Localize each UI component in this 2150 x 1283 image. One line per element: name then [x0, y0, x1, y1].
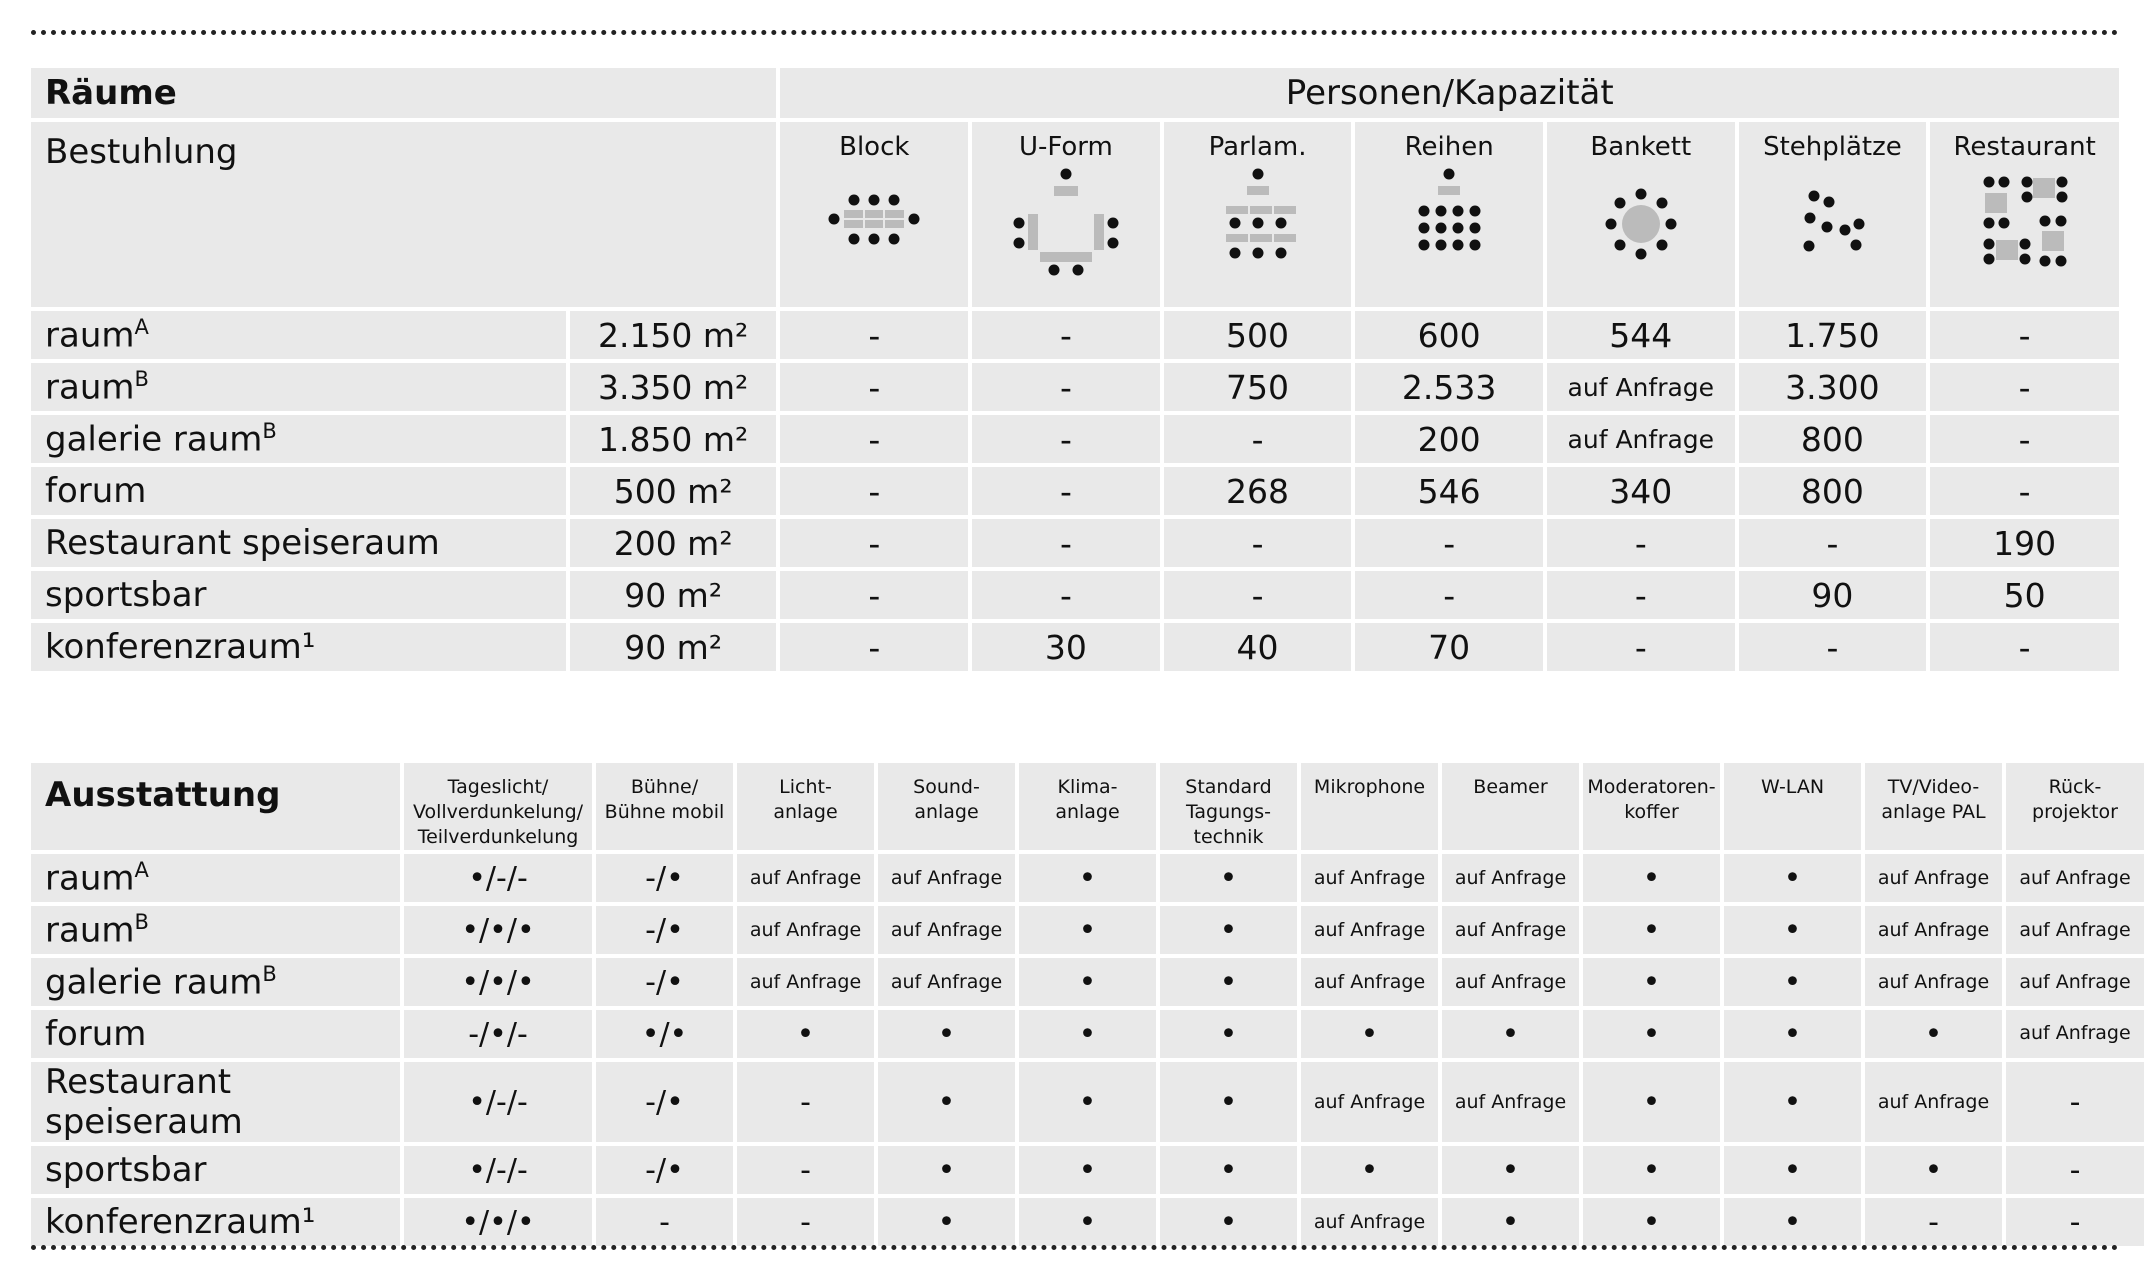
capacity-row	[31, 415, 2119, 463]
style-banquet	[1547, 122, 1735, 307]
equipment-value: auf Anfrage	[2006, 906, 2144, 954]
equipment-value: -	[2006, 1062, 2144, 1142]
equipment-value: •	[1019, 1146, 1156, 1194]
capacity-value: -	[1739, 519, 1927, 567]
equipment-value: •/-/-	[404, 1146, 592, 1194]
equipment-value: •	[1583, 1146, 1720, 1194]
room-name: sportsbar	[45, 575, 207, 615]
capacity-value: 546	[1355, 467, 1543, 515]
equipment-value: auf Anfrage	[878, 906, 1015, 954]
equipment-value: auf Anfrage	[1301, 906, 1438, 954]
equipment-header-line: Moderatoren-	[1587, 776, 1716, 798]
equipment-header-line: anlage	[914, 801, 979, 823]
equipment-value: •	[1724, 1062, 1861, 1142]
equipment-value: •	[1442, 1198, 1579, 1246]
capacity-header: Personen/Kapazität	[780, 68, 2119, 118]
u-form-seating-icon	[1006, 166, 1126, 276]
capacity-value: -	[972, 467, 1160, 515]
equipment-value: auf Anfrage	[878, 958, 1015, 1006]
room-name-cell	[31, 467, 566, 515]
equipment-value: •	[1160, 1010, 1297, 1058]
equipment-value: auf Anfrage	[1301, 1062, 1438, 1142]
capacity-value: -	[1547, 571, 1735, 619]
room-name: galerie raum	[45, 962, 263, 1003]
equipment-value: -/•	[596, 1146, 733, 1194]
room-name: konferenzraum¹	[45, 1202, 316, 1242]
room-name-cell	[31, 1062, 400, 1142]
capacity-value: -	[972, 519, 1160, 567]
capacity-value: -	[972, 363, 1160, 411]
equipment-value: -/•/-	[404, 1010, 592, 1058]
equipment-value: auf Anfrage	[737, 958, 874, 1006]
room-area: 500 m²	[570, 467, 777, 515]
equipment-header-line: Tagungs-	[1185, 801, 1272, 823]
equipment-value: •	[1442, 1146, 1579, 1194]
equipment-value: •	[1019, 854, 1156, 902]
capacity-table	[27, 64, 2123, 675]
equipment-value: •	[1583, 1062, 1720, 1142]
equipment-value: auf Anfrage	[1865, 854, 2002, 902]
style-label: U-Form	[1018, 132, 1113, 162]
equipment-value: •/-/-	[404, 854, 592, 902]
room-name: raum	[45, 315, 135, 356]
room-name-cell	[31, 311, 566, 359]
room-name-cell	[31, 854, 400, 902]
equipment-value: auf Anfrage	[1301, 958, 1438, 1006]
equipment-header-line: TV/Video-	[1887, 776, 1980, 798]
equipment-header-line: Rück-	[2048, 776, 2102, 798]
capacity-value: 800	[1739, 467, 1927, 515]
equipment-value: •	[1865, 1010, 2002, 1058]
equipment-header-line: projektor	[2032, 801, 2118, 823]
capacity-value: 30	[972, 623, 1160, 671]
equipment-value: •	[1301, 1146, 1438, 1194]
equipment-value: auf Anfrage	[1442, 854, 1579, 902]
equipment-value: •/-/-	[404, 1062, 592, 1142]
equipment-header	[737, 763, 874, 850]
equipment-value: -/•	[596, 854, 733, 902]
equipment-value: •	[878, 1010, 1015, 1058]
room-name-cell	[31, 958, 400, 1006]
style-standing	[1739, 122, 1927, 307]
capacity-value: 544	[1547, 311, 1735, 359]
capacity-value: -	[780, 519, 968, 567]
equipment-header	[596, 763, 733, 850]
equipment-value: •	[1724, 1146, 1861, 1194]
equipment-value: •	[1583, 958, 1720, 1006]
equipment-value: auf Anfrage	[1865, 958, 2002, 1006]
equipment-value: •	[1724, 906, 1861, 954]
equipment-header	[404, 763, 592, 850]
capacity-value: -	[1355, 519, 1543, 567]
capacity-value: 40	[1164, 623, 1352, 671]
equipment-value: •	[1724, 854, 1861, 902]
equipment-value: auf Anfrage	[1865, 1062, 2002, 1142]
style-parliament	[1164, 122, 1352, 307]
capacity-value: -	[1547, 519, 1735, 567]
capacity-row	[31, 519, 2119, 567]
capacity-value: -	[1930, 415, 2119, 463]
equipment-header-line: Mikrophone	[1313, 776, 1426, 798]
equipment-value: auf Anfrage	[2006, 958, 2144, 1006]
style-u-form	[972, 122, 1160, 307]
room-name: sportsbar	[45, 1150, 207, 1190]
room-area: 2.150 m²	[570, 311, 777, 359]
room-area: 90 m²	[570, 571, 777, 619]
style-label: Parlam.	[1208, 132, 1307, 162]
room-variant-superscript: B	[134, 366, 149, 391]
room-area: 90 m²	[570, 623, 777, 671]
room-area: 1.850 m²	[570, 415, 777, 463]
capacity-value: -	[1164, 415, 1352, 463]
equipment-value: •	[1301, 1010, 1438, 1058]
equipment-value: •	[1583, 1198, 1720, 1246]
room-name: raum	[45, 858, 135, 899]
equipment-header-line: Licht-	[779, 776, 832, 798]
equipment-value: •	[1160, 854, 1297, 902]
capacity-value: -	[972, 571, 1160, 619]
equipment-value: -	[2006, 1146, 2144, 1194]
room-variant-superscript: B	[262, 418, 277, 443]
equipment-header-line: Teilverdunkelung	[417, 826, 579, 848]
capacity-value: -	[1547, 623, 1735, 671]
room-name: raum	[45, 367, 135, 408]
standing-icon	[1772, 166, 1892, 276]
capacity-value: 70	[1355, 623, 1543, 671]
equipment-value: •	[1160, 1146, 1297, 1194]
equipment-value: •/•/•	[404, 906, 592, 954]
equipment-header	[1160, 763, 1297, 850]
block-seating-icon	[814, 182, 934, 252]
room-area: 200 m²	[570, 519, 777, 567]
room-name-cell	[31, 1010, 400, 1058]
style-rows	[1355, 122, 1543, 307]
equipment-value: •/•/•	[404, 1198, 592, 1246]
equipment-value: •	[1583, 854, 1720, 902]
equipment-value: auf Anfrage	[737, 854, 874, 902]
capacity-value: -	[780, 467, 968, 515]
equipment-value: •	[1442, 1010, 1579, 1058]
capacity-value: 50	[1930, 571, 2119, 619]
equipment-value: -/•	[596, 906, 733, 954]
banquet-seating-icon	[1581, 166, 1701, 276]
room-name: galerie raum	[45, 419, 263, 460]
room-name: Restaurant speiseraum	[45, 1062, 243, 1142]
equipment-value: auf Anfrage	[1301, 854, 1438, 902]
equipment-value: •	[1019, 1062, 1156, 1142]
capacity-value: -	[1930, 467, 2119, 515]
equipment-value: •	[878, 1198, 1015, 1246]
equipment-header-line: technik	[1193, 826, 1264, 848]
restaurant-seating-icon	[1965, 166, 2085, 276]
room-name-cell	[31, 623, 566, 671]
equipment-value: -/•	[596, 1062, 733, 1142]
capacity-row	[31, 571, 2119, 619]
room-name: raum	[45, 910, 135, 951]
equipment-value: •	[878, 1146, 1015, 1194]
equipment-value: auf Anfrage	[878, 854, 1015, 902]
room-variant-superscript: A	[134, 857, 149, 882]
equipment-header-line: Vollverdunkelung/	[412, 801, 584, 823]
equipment-header	[1865, 763, 2002, 850]
equipment-value: •	[1724, 1198, 1861, 1246]
equipment-value: •	[1160, 906, 1297, 954]
room-name-cell	[31, 363, 566, 411]
equipment-value: -	[737, 1062, 874, 1142]
equipment-value: •	[1583, 1010, 1720, 1058]
bottom-dotted-divider	[31, 1245, 2119, 1250]
equipment-header-line: anlage	[773, 801, 838, 823]
equipment-value: •	[1019, 1010, 1156, 1058]
room-variant-superscript: B	[262, 961, 277, 986]
equipment-header-line: Bühne mobil	[604, 801, 725, 823]
rows-seating-icon	[1389, 166, 1509, 276]
equipment-header	[1019, 763, 1156, 850]
equipment-value: -	[2006, 1198, 2144, 1246]
room-name-cell	[31, 415, 566, 463]
room-name-cell	[31, 1146, 400, 1194]
room-name-cell	[31, 906, 400, 954]
capacity-value: 800	[1739, 415, 1927, 463]
equipment-value: •	[1160, 1062, 1297, 1142]
equipment-header-line: Bühne/	[630, 776, 699, 798]
room-name: Restaurant speiseraum	[45, 523, 440, 563]
capacity-row	[31, 311, 2119, 359]
equipment-value: •	[1724, 1010, 1861, 1058]
equipment-value: auf Anfrage	[737, 906, 874, 954]
equipment-value: auf Anfrage	[1865, 906, 2002, 954]
capacity-value: -	[1164, 571, 1352, 619]
equipment-value: auf Anfrage	[1442, 958, 1579, 1006]
capacity-value: 268	[1164, 467, 1352, 515]
room-name: konferenzraum¹	[45, 627, 316, 667]
capacity-value: -	[1930, 623, 2119, 671]
capacity-value: -	[972, 311, 1160, 359]
equipment-value: auf Anfrage	[2006, 854, 2144, 902]
equipment-row	[31, 854, 2144, 902]
capacity-value: -	[1739, 623, 1927, 671]
equipment-value: -/•	[596, 958, 733, 1006]
room-variant-superscript: A	[134, 314, 149, 339]
room-name-cell	[31, 519, 566, 567]
equipment-value: •	[1865, 1146, 2002, 1194]
capacity-value: 190	[1930, 519, 2119, 567]
capacity-value: 2.533	[1355, 363, 1543, 411]
equipment-value: •/•/•	[404, 958, 592, 1006]
equipment-value: auf Anfrage	[1442, 1062, 1579, 1142]
capacity-value: -	[780, 415, 968, 463]
equipment-value: •	[1019, 958, 1156, 1006]
room-name-cell	[31, 1198, 400, 1246]
equipment-header-line: koffer	[1624, 801, 1679, 823]
equipment-row	[31, 1198, 2144, 1246]
equipment-row	[31, 1062, 2144, 1142]
equipment-value: auf Anfrage	[2006, 1010, 2144, 1058]
capacity-value: -	[1930, 363, 2119, 411]
style-restaurant	[1930, 122, 2119, 307]
equipment-row	[31, 906, 2144, 954]
equipment-value: •/•	[596, 1010, 733, 1058]
capacity-value: auf Anfrage	[1547, 415, 1735, 463]
equipment-header	[2006, 763, 2144, 850]
capacity-value: -	[780, 571, 968, 619]
capacity-value: -	[780, 311, 968, 359]
style-block	[780, 122, 968, 307]
room-name: forum	[45, 1014, 147, 1054]
equipment-value: •	[1583, 906, 1720, 954]
equipment-header-line: anlage PAL	[1881, 801, 1986, 823]
equipment-value: -	[596, 1198, 733, 1246]
capacity-value: 600	[1355, 311, 1543, 359]
capacity-value: 750	[1164, 363, 1352, 411]
rooms-title: Räume	[31, 68, 776, 118]
equipment-value: auf Anfrage	[1301, 1198, 1438, 1246]
capacity-value: -	[1355, 571, 1543, 619]
equipment-row	[31, 1010, 2144, 1058]
equipment-value: -	[737, 1146, 874, 1194]
equipment-value: •	[1160, 958, 1297, 1006]
equipment-header	[1301, 763, 1438, 850]
equipment-table	[27, 759, 2148, 1250]
capacity-row	[31, 623, 2119, 671]
capacity-row	[31, 467, 2119, 515]
style-label: Restaurant	[1953, 132, 2096, 162]
seating-label: Bestuhlung	[31, 122, 776, 307]
equipment-header	[1724, 763, 1861, 850]
equipment-header-line: Beamer	[1473, 776, 1548, 798]
equipment-value: •	[737, 1010, 874, 1058]
equipment-header-line: Sound-	[913, 776, 980, 798]
equipment-header-line: W-LAN	[1760, 776, 1825, 798]
parliament-seating-icon	[1198, 166, 1318, 276]
capacity-value: -	[972, 415, 1160, 463]
equipment-header-line: Klima-	[1057, 776, 1118, 798]
capacity-value: 200	[1355, 415, 1543, 463]
equipment-value: •	[1019, 1198, 1156, 1246]
capacity-value: 90	[1739, 571, 1927, 619]
equipment-header-line: Tageslicht/	[447, 776, 549, 798]
equipment-value: •	[1724, 958, 1861, 1006]
equipment-header	[1583, 763, 1720, 850]
equipment-header-line: anlage	[1055, 801, 1120, 823]
style-label: Block	[839, 132, 910, 162]
capacity-value: -	[1930, 311, 2119, 359]
capacity-value: -	[780, 623, 968, 671]
room-name: forum	[45, 471, 147, 511]
capacity-value: 500	[1164, 311, 1352, 359]
style-label: Stehplätze	[1763, 132, 1902, 162]
room-variant-superscript: B	[134, 909, 149, 934]
equipment-value: •	[1019, 906, 1156, 954]
equipment-row	[31, 1146, 2144, 1194]
equipment-value: •	[878, 1062, 1015, 1142]
capacity-value: 1.750	[1739, 311, 1927, 359]
capacity-value: -	[780, 363, 968, 411]
top-dotted-divider	[31, 30, 2119, 35]
style-label: Reihen	[1404, 132, 1494, 162]
capacity-value: -	[1164, 519, 1352, 567]
equipment-value: -	[1865, 1198, 2002, 1246]
equipment-header	[1442, 763, 1579, 850]
equipment-title: Ausstattung	[31, 763, 400, 850]
equipment-row	[31, 958, 2144, 1006]
equipment-header-line: Standard	[1185, 776, 1272, 798]
capacity-value: 340	[1547, 467, 1735, 515]
room-area: 3.350 m²	[570, 363, 777, 411]
equipment-value: -	[737, 1198, 874, 1246]
capacity-row	[31, 363, 2119, 411]
capacity-value: 3.300	[1739, 363, 1927, 411]
capacity-value: auf Anfrage	[1547, 363, 1735, 411]
style-label: Bankett	[1590, 132, 1692, 162]
room-name-cell	[31, 571, 566, 619]
equipment-header	[878, 763, 1015, 850]
equipment-value: auf Anfrage	[1442, 906, 1579, 954]
equipment-value: •	[1160, 1198, 1297, 1246]
